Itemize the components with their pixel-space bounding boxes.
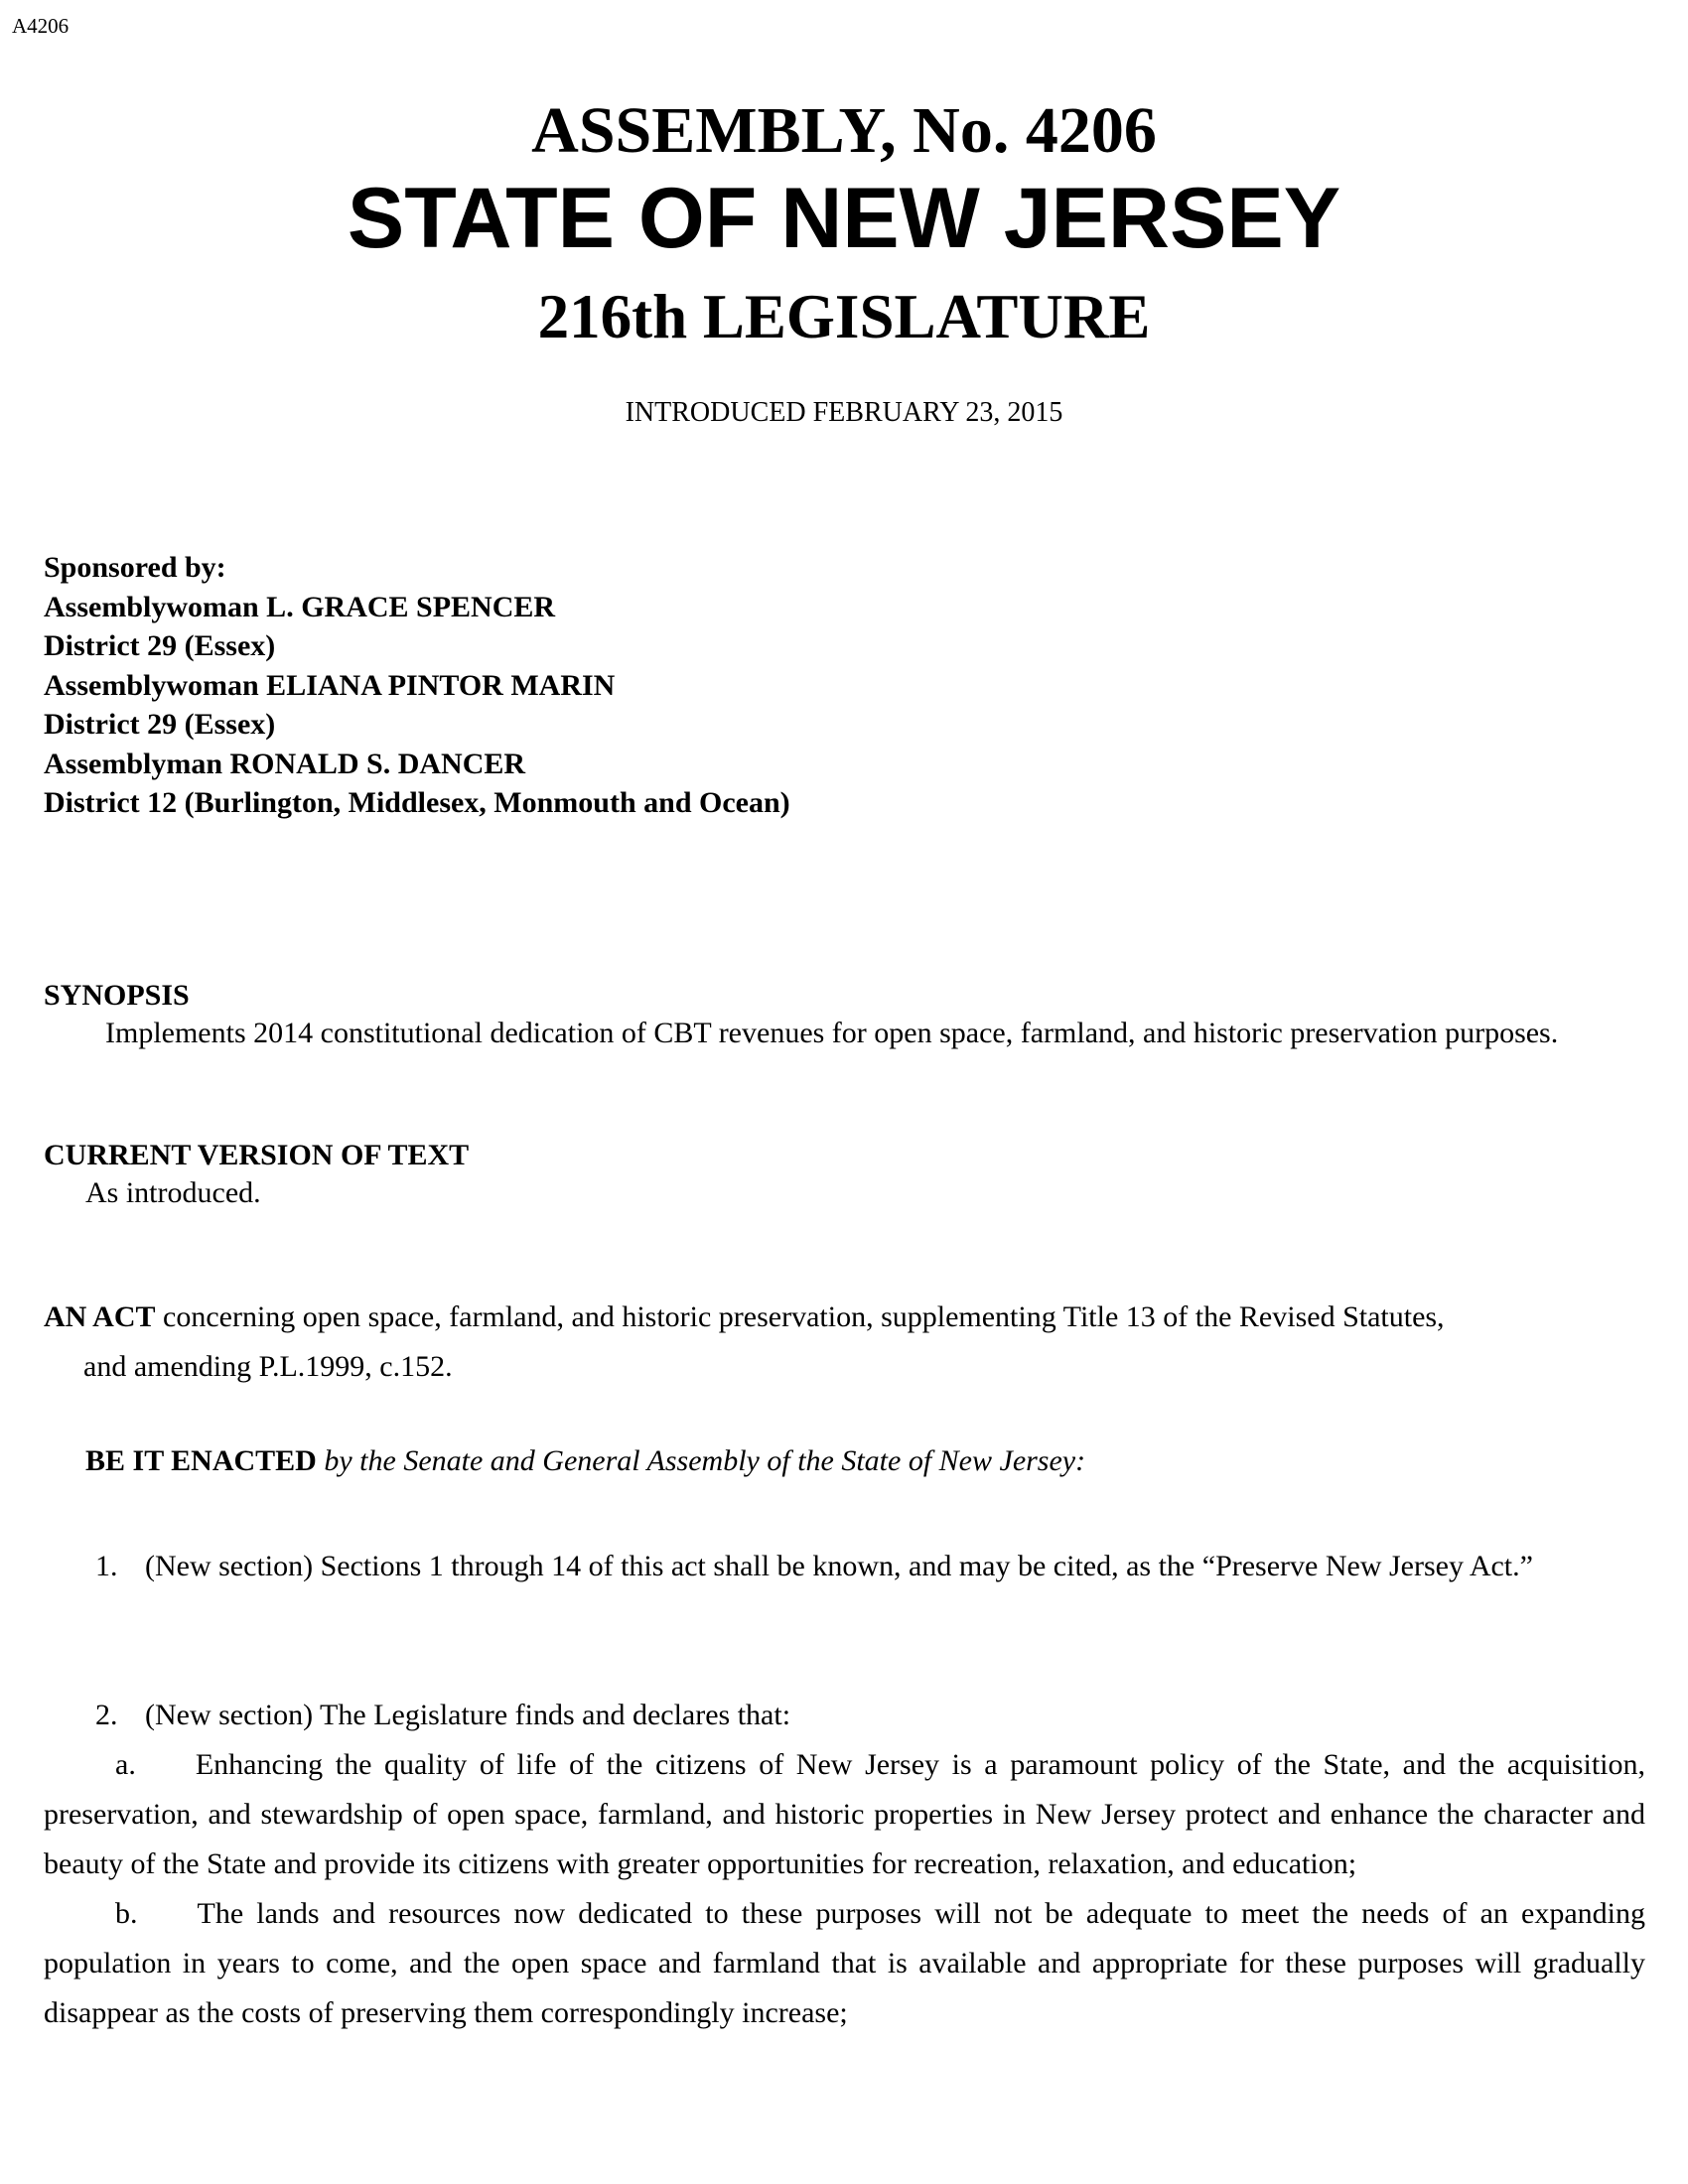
enacting-lead: BE IT ENACTED [85,1444,317,1477]
section-1-text: (New section) Sections 1 through 14 of this act shall be known, and may be cited, as the “Preserve New Jersey Act.” [145,1550,1533,1582]
section-2-number: 2. [95,1699,118,1731]
sponsor-line: Assemblyman RONALD S. DANCER [44,747,526,780]
current-version-section [44,1137,1645,1212]
legislature-heading: 216th LEGISLATURE [537,282,1151,351]
item-a-text: Enhancing the quality of life of the citizens of New Jersey is a paramount policy of the State, and the acquisition, preservation, and stewardship of open space, farmland, and historic properties in New Jersey protect and enhance the character and beauty of the State and provide its citizens with greater opportunities for recreation, relaxation, and education; [44,1748,1645,1880]
sponsor-district: District 12 (Burlington, Middlesex, Monmouth and Ocean) [44,786,790,819]
sponsors-heading: Sponsored by: [44,551,226,584]
sponsor-line: Assemblywoman L. GRACE SPENCER [44,590,556,623]
synopsis-heading: SYNOPSIS [44,979,190,1012]
section-2 [44,1691,1645,2038]
current-version-text: As introduced. [85,1176,261,1209]
section-1 [44,1542,1645,1591]
act-lead: AN ACT [44,1300,156,1333]
act-title [44,1293,1645,1392]
synopsis-text: Implements 2014 constitutional dedication of CBT revenues for open space, farmland, and historic preservation purposes. [105,1017,1559,1049]
item-b-text: The lands and resources now dedicated to these purposes will not be adequate to meet the needs of an expanding population in years to come, and the open space and farmland that is available and appropriate for these purposes will gradually disappear as the costs of preserving them correspondingly increase; [44,1897,1645,2029]
current-version-heading: CURRENT VERSION OF TEXT [44,1139,470,1171]
section-2-text: (New section) The Legislature finds and declares that: [145,1699,791,1731]
act-title-line2: and amending P.L.1999, c.152. [83,1350,453,1383]
sponsor-district: District 29 (Essex) [44,708,276,741]
act-title-line1: concerning open space, farmland, and historic preservation, supplementing Title 13 of the Revised Statutes, [163,1300,1445,1333]
enacting-text: by the Senate and General Assembly of the State of New Jersey: [324,1444,1086,1477]
synopsis-section [44,977,1645,1052]
item-b-label: b. [115,1897,138,1930]
sponsor-district: District 29 (Essex) [44,629,276,662]
introduced-date: INTRODUCED FEBRUARY 23, 2015 [625,397,1063,428]
sponsors-block [44,548,790,823]
section-1-number: 1. [95,1550,118,1582]
bill-number-heading: ASSEMBLY, No. 4206 [531,94,1157,167]
section-2-item-b [44,1889,1645,2038]
section-2-item-a [44,1740,1645,1889]
page-id-label: A4206 [12,14,70,38]
item-a-label: a. [115,1748,136,1781]
enacting-clause [44,1442,1645,1480]
state-heading: STATE OF NEW JERSEY [347,171,1341,266]
sponsor-line: Assemblywoman ELIANA PINTOR MARIN [44,668,616,702]
